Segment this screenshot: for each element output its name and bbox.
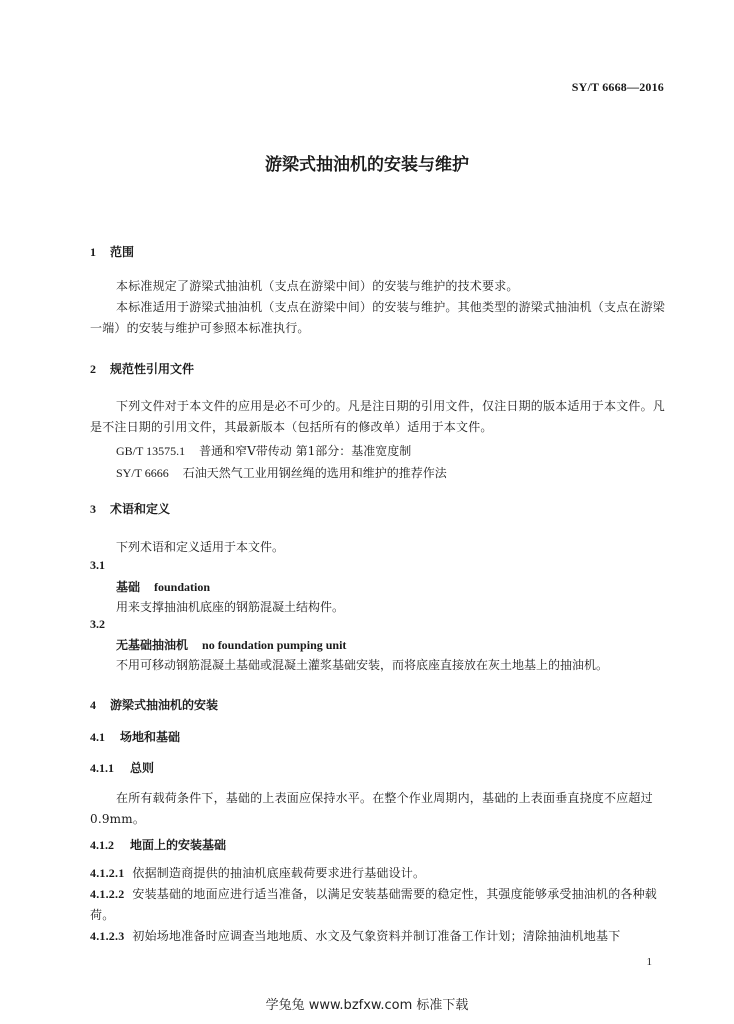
clause [90, 863, 665, 884]
page-number: 1 [646, 956, 652, 968]
term-en: foundation [154, 580, 211, 594]
term-zh: 基础 [116, 580, 141, 594]
reference-item [116, 464, 447, 481]
section-2-heading [90, 360, 194, 377]
clause [90, 884, 665, 926]
section-title: 地面上的安装基础 [130, 838, 227, 852]
reference-item [116, 442, 411, 459]
paragraph: 本标准适用于游梁式抽油机（支点在游梁中间）的安装与维护。其他类型的游梁式抽油机（支点在游梁一端）的安装与维护可参照本标准执行。 [90, 300, 666, 335]
section-number: 1 [90, 245, 96, 259]
term-name [116, 578, 210, 595]
section-title: 游梁式抽油机的安装 [110, 698, 219, 712]
section-number: 4.1.1 [90, 761, 114, 775]
term-definition: 不用可移动钢筋混凝土基础或混凝土灌浆基础安装，而将底座直接放在灰土地基上的抽油机。 [116, 658, 609, 672]
clause [90, 926, 665, 947]
term-en: no foundation pumping unit [202, 638, 347, 652]
section-title: 术语和定义 [110, 502, 171, 516]
section-title: 规范性引用文件 [110, 362, 195, 376]
section-title: 范围 [110, 245, 135, 259]
term-definition: 用来支撑抽油机底座的钢筋混凝土结构件。 [116, 600, 345, 614]
reference-title: 石油天然气工业用钢丝绳的选用和维护的推荐作法 [182, 466, 447, 480]
section-number: 4.1 [90, 730, 105, 744]
section-number: 2 [90, 362, 96, 376]
reference-title: 普通和窄V带传动 第1部分：基准宽度制 [199, 444, 412, 458]
subsection-heading [90, 728, 180, 745]
section-number: 4.1.2 [90, 838, 114, 852]
document-title: 游梁式抽油机的安装与维护 [265, 155, 469, 175]
paragraph: 下列文件对于本文件的应用是必不可少的。凡是注日期的引用文件，仅注日期的版本适用于本文件。凡是不注日期的引用文件，其最新版本（包括所有的修改单）适用于本文件。 [90, 399, 666, 434]
clause-number: 4.1.2.2 [90, 887, 125, 901]
reference-code: GB/T 13575.1 [116, 444, 186, 458]
term-number: 3.1 [90, 558, 105, 572]
clause-text: 初始场地准备时应调查当地地质、水文及气象资料并制订准备工作计划；清除抽油机地基下 [132, 929, 621, 943]
term-name [116, 636, 346, 653]
section-number: 3 [90, 502, 96, 516]
section-number: 4 [90, 698, 96, 712]
subsection-heading [90, 759, 154, 776]
subsection-heading [90, 836, 226, 853]
term-zh: 无基础抽油机 [116, 638, 189, 652]
section-title: 场地和基础 [120, 730, 181, 744]
footer-watermark: 学兔兔 www.bzfxw.com 标准下载 [265, 998, 469, 1013]
section-1-heading [90, 243, 134, 260]
clause-text: 依据制造商提供的抽油机底座载荷要求进行基础设计。 [132, 866, 426, 880]
paragraph: 本标准规定了游梁式抽油机（支点在游梁中间）的安装与维护的技术要求。 [116, 279, 519, 293]
reference-code: SY/T 6666 [116, 466, 169, 480]
section-4-heading [90, 696, 218, 713]
clause-text: 安装基础的地面应进行适当准备，以满足安装基础需要的稳定性，其强度能够承受抽油机的各种载荷。 [90, 887, 658, 922]
paragraph: 下列术语和定义适用于本文件。 [116, 540, 285, 554]
term-number: 3.2 [90, 617, 105, 631]
clause-number: 4.1.2.3 [90, 929, 125, 943]
section-title: 总则 [130, 761, 155, 775]
paragraph: 在所有载荷条件下，基础的上表面应保持水平。在整个作业周期内，基础的上表面垂直挠度不应超过0.9mm。 [90, 791, 653, 826]
standard-number: SY/T 6668—2016 [571, 80, 664, 94]
section-3-heading [90, 500, 170, 517]
clause-number: 4.1.2.1 [90, 866, 125, 880]
